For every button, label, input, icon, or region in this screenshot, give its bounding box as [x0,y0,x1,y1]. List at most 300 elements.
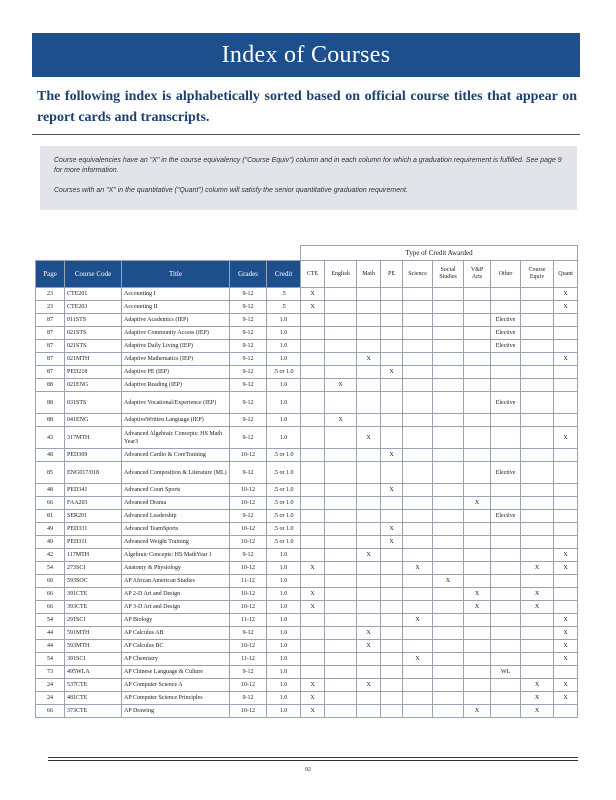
note-quantitative: Courses with an "X" in the quantitative ("Quant") column will satisfy the senior quantitative graduation requirement. [54,187,408,194]
quant-cell: X [554,640,578,653]
english-cell [325,510,357,523]
science-cell [403,536,433,549]
math-cell: X [357,640,381,653]
cte-cell [301,327,325,340]
pe-cell [381,427,403,449]
page-cell: 44 [36,640,65,653]
credit-cell: 1.0 [267,379,301,392]
vpa-cell [464,562,491,575]
page-cell: 66 [36,497,65,510]
vpa-cell [464,379,491,392]
pe-cell [381,692,403,705]
quant-cell: X [554,692,578,705]
credit-cell: 1.0 [267,562,301,575]
english-cell [325,314,357,327]
title-cell: Accounting I [122,288,230,301]
page-cell: 87 [36,340,65,353]
cte-cell [301,392,325,414]
social-studies-cell [433,414,464,427]
vpa-cell [464,575,491,588]
course-equiv-cell [521,497,554,510]
vpa-cell: X [464,705,491,718]
credit-cell: 1.0 [267,627,301,640]
math-cell: X [357,679,381,692]
page-cell: 87 [36,353,65,366]
science-cell [403,427,433,449]
course-equiv-cell [521,379,554,392]
other-cell: Elective [491,462,521,484]
col-english: English [325,261,357,288]
quant-cell [554,523,578,536]
grades-cell: 10-12 [230,601,267,614]
quant-cell: X [554,562,578,575]
social-studies-cell [433,462,464,484]
pe-cell [381,327,403,340]
other-cell [491,549,521,562]
credit-cell: 1.0 [267,392,301,414]
quant-cell [554,379,578,392]
science-cell [403,462,433,484]
pe-cell [381,379,403,392]
science-cell [403,392,433,414]
grades-cell: 9-12 [230,366,267,379]
math-cell [357,288,381,301]
table-row [36,340,578,353]
course-equiv-cell [521,536,554,549]
social-studies-cell [433,562,464,575]
english-cell [325,601,357,614]
math-cell [357,510,381,523]
title-cell: Advanced Weight Training [122,536,230,549]
title-cell: Adaptive Mathematics (IEP) [122,353,230,366]
course-code-cell: 593SOC [65,575,122,588]
page-number: 92 [305,767,311,773]
page-cell: 54 [36,614,65,627]
col-title: Title [122,261,230,288]
credit-cell: 1.0 [267,549,301,562]
vpa-cell [464,462,491,484]
course-code-cell: 537CTE [65,679,122,692]
math-cell [357,414,381,427]
cte-cell: X [301,705,325,718]
science-cell [403,414,433,427]
english-cell [325,653,357,666]
table-row [36,549,578,562]
other-cell [491,497,521,510]
grades-cell: 9-12 [230,353,267,366]
course-code-cell: SER201 [65,510,122,523]
course-code-cell: 495WLA [65,666,122,679]
credit-cell: 1.0 [267,327,301,340]
course-equiv-cell [521,653,554,666]
course-equiv-cell: X [521,588,554,601]
table-row [36,653,578,666]
science-cell [403,666,433,679]
table-row [36,536,578,549]
course-equiv-cell [521,449,554,462]
english-cell [325,536,357,549]
grades-cell: 9-12 [230,462,267,484]
english-cell [325,327,357,340]
vpa-cell [464,327,491,340]
title-cell: AP Biology [122,614,230,627]
english-cell [325,679,357,692]
vpa-cell: X [464,588,491,601]
page-cell: 73 [36,666,65,679]
course-equiv-cell [521,575,554,588]
english-cell [325,497,357,510]
english-cell [325,575,357,588]
title-cell: AP Calculus AB [122,627,230,640]
pe-cell [381,653,403,666]
title-cell: Anatomy & Physiology [122,562,230,575]
title-cell: Advanced Court Sports [122,484,230,497]
quant-cell: X [554,288,578,301]
page-cell: 88 [36,392,65,414]
quant-cell [554,497,578,510]
vpa-cell [464,666,491,679]
table-row [36,510,578,523]
social-studies-cell [433,379,464,392]
cte-cell [301,449,325,462]
math-cell: X [357,427,381,449]
course-equiv-cell [521,427,554,449]
social-studies-cell [433,327,464,340]
pe-cell [381,601,403,614]
math-cell [357,497,381,510]
math-cell [357,340,381,353]
grades-cell: 10-12 [230,588,267,601]
page-cell: 44 [36,627,65,640]
credit-cell: .5 or 1.0 [267,449,301,462]
english-cell [325,484,357,497]
credit-cell: 1.0 [267,314,301,327]
table-row [36,575,578,588]
math-cell [357,575,381,588]
title-cell: AP Chemistry [122,653,230,666]
quant-cell [554,588,578,601]
cte-cell [301,640,325,653]
social-studies-cell [433,679,464,692]
page-cell: 23 [36,288,65,301]
course-equiv-cell: X [521,562,554,575]
science-cell [403,588,433,601]
course-equiv-cell [521,614,554,627]
social-studies-cell [433,314,464,327]
credit-cell: 1.0 [267,653,301,666]
title-cell: Algebraic Concepts: HS MathYear 1 [122,549,230,562]
science-cell [403,340,433,353]
pe-cell: X [381,523,403,536]
pe-cell [381,392,403,414]
other-cell [491,614,521,627]
grades-cell: 10-12 [230,536,267,549]
course-index-table [35,245,578,718]
english-cell [325,340,357,353]
course-equiv-cell: X [521,705,554,718]
page-cell: 66 [36,705,65,718]
cte-cell [301,366,325,379]
course-code-cell: 391SCI [65,653,122,666]
course-index-table-wrap [35,245,577,718]
quant-cell [554,666,578,679]
credit-cell: .5 or 1.0 [267,497,301,510]
science-cell [403,484,433,497]
english-cell [325,640,357,653]
english-cell [325,627,357,640]
other-cell [491,627,521,640]
social-studies-cell [433,627,464,640]
table-row [36,392,578,414]
other-cell: Elective [491,510,521,523]
page-cell: 49 [36,523,65,536]
social-studies-cell [433,523,464,536]
title-cell: AP 3-D Art and Design [122,601,230,614]
table-row [36,353,578,366]
course-code-cell: CTE201 [65,288,122,301]
grades-cell: 10-12 [230,523,267,536]
credit-cell: .5 or 1.0 [267,523,301,536]
english-cell [325,562,357,575]
english-cell [325,353,357,366]
math-cell [357,392,381,414]
pe-cell [381,340,403,353]
table-row [36,679,578,692]
science-cell [403,497,433,510]
social-studies-cell [433,705,464,718]
english-cell [325,449,357,462]
col-vpa: V&P Arts [464,261,491,288]
course-equiv-cell [521,414,554,427]
vpa-cell [464,523,491,536]
other-cell [491,692,521,705]
course-equiv-cell [521,627,554,640]
cte-cell [301,462,325,484]
course-equiv-cell [521,484,554,497]
social-studies-cell [433,653,464,666]
vpa-cell [464,414,491,427]
title-cell: Advanced Drama [122,497,230,510]
col-math: Math [357,261,381,288]
english-cell [325,588,357,601]
course-code-cell: 391CTE [65,588,122,601]
grades-cell: 9-12 [230,314,267,327]
course-equiv-cell [521,392,554,414]
course-rows [36,288,578,718]
table-row [36,562,578,575]
title-cell: Adaptive Vocational/Experience (IEP) [122,392,230,414]
course-code-cell: 011STS [65,314,122,327]
social-studies-cell [433,392,464,414]
social-studies-cell [433,536,464,549]
vpa-cell [464,366,491,379]
science-cell [403,705,433,718]
course-equiv-cell [521,353,554,366]
table-row [36,414,578,427]
page-cell: 87 [36,366,65,379]
cte-cell [301,340,325,353]
vpa-cell [464,353,491,366]
cte-cell [301,497,325,510]
other-cell [491,653,521,666]
quant-cell: X [554,353,578,366]
science-cell [403,575,433,588]
pe-cell: X [381,366,403,379]
social-studies-cell [433,549,464,562]
vpa-cell [464,536,491,549]
vpa-cell [464,653,491,666]
credit-cell: .5 or 1.0 [267,510,301,523]
social-studies-cell: X [433,575,464,588]
col-page: Page [36,261,65,288]
quant-cell [554,601,578,614]
page-cell: 23 [36,301,65,314]
table-row [36,588,578,601]
grades-cell: 9-12 [230,427,267,449]
footer-rule [48,757,578,758]
col-other: Other [491,261,521,288]
credit-cell: 1.0 [267,340,301,353]
english-cell [325,366,357,379]
credit-cell: 1.0 [267,692,301,705]
vpa-cell: X [464,601,491,614]
quant-cell: X [554,627,578,640]
social-studies-cell [433,288,464,301]
course-code-cell: 591MTH [65,627,122,640]
table-row [36,640,578,653]
science-cell [403,379,433,392]
math-cell [357,562,381,575]
title-cell: Advanced Cardio & CoreTraining [122,449,230,462]
credit-cell: .5 or 1.0 [267,462,301,484]
other-cell [491,575,521,588]
science-cell [403,679,433,692]
other-cell [491,288,521,301]
vpa-cell [464,314,491,327]
page-cell: 88 [36,379,65,392]
credit-cell: 1.0 [267,705,301,718]
title-cell: AP Calculus BC [122,640,230,653]
title-cell: Adaptive Academics (IEP) [122,314,230,327]
vpa-cell [464,627,491,640]
quant-cell: X [554,549,578,562]
grades-cell: 9-12 [230,392,267,414]
pe-cell [381,705,403,718]
pe-cell [381,288,403,301]
pe-cell [381,414,403,427]
course-code-cell: 021MTH [65,353,122,366]
math-cell [357,301,381,314]
note-box [40,146,577,210]
credit-cell: .5 [267,301,301,314]
credit-type-header: Type of Credit Awarded [301,246,578,261]
pe-cell [381,588,403,601]
social-studies-cell [433,640,464,653]
table-row [36,327,578,340]
credit-cell: 1.0 [267,640,301,653]
english-cell [325,705,357,718]
page-cell: 54 [36,562,65,575]
vpa-cell [464,679,491,692]
math-cell [357,366,381,379]
title-cell: AP African American Studies [122,575,230,588]
cte-cell [301,379,325,392]
cte-cell [301,614,325,627]
course-equiv-cell [521,510,554,523]
english-cell [325,288,357,301]
page-cell: 48 [36,484,65,497]
social-studies-cell [433,484,464,497]
title-cell: Advanced Algebraic Concepts: HS Math Year3 [122,427,230,449]
pe-cell [381,462,403,484]
page-cell: 49 [36,536,65,549]
course-code-cell: 593MTH [65,640,122,653]
grades-cell: 10-12 [230,679,267,692]
social-studies-cell [433,666,464,679]
table-row [36,692,578,705]
title-cell: Adaptive Daily Living (IEP) [122,340,230,353]
cte-cell: X [301,692,325,705]
pe-cell [381,314,403,327]
social-studies-cell [433,427,464,449]
science-cell [403,523,433,536]
course-equiv-cell [521,462,554,484]
other-cell: Elective [491,327,521,340]
science-cell [403,288,433,301]
math-cell [357,601,381,614]
col-pe: PE [381,261,403,288]
cte-cell [301,510,325,523]
credit-cell: 1.0 [267,666,301,679]
col-social-studies: Social Studies [433,261,464,288]
col-course-code: Course Code [65,261,122,288]
quant-cell [554,705,578,718]
quant-cell [554,314,578,327]
course-equiv-cell [521,549,554,562]
page-cell: 85 [36,462,65,484]
title-cell: Adaptive PE (IEP) [122,366,230,379]
course-code-cell: ENG017/018 [65,462,122,484]
science-cell [403,449,433,462]
grades-cell: 10-12 [230,449,267,462]
science-cell [403,601,433,614]
pe-cell [381,562,403,575]
course-code-cell: CTE203 [65,301,122,314]
course-code-cell: FAA203 [65,497,122,510]
quant-cell [554,484,578,497]
other-cell [491,640,521,653]
other-cell [491,679,521,692]
social-studies-cell [433,614,464,627]
table-row [36,705,578,718]
grades-cell: 9-12 [230,301,267,314]
science-cell: X [403,614,433,627]
quant-cell [554,366,578,379]
table-row [36,462,578,484]
grades-cell: 10-12 [230,640,267,653]
course-code-cell: 021STS [65,340,122,353]
cte-cell [301,653,325,666]
english-cell [325,392,357,414]
math-cell [357,692,381,705]
math-cell [357,462,381,484]
math-cell [357,536,381,549]
course-code-cell: 291SCI [65,614,122,627]
pe-cell [381,510,403,523]
cte-cell [301,627,325,640]
quant-cell [554,462,578,484]
other-cell: Elective [491,392,521,414]
